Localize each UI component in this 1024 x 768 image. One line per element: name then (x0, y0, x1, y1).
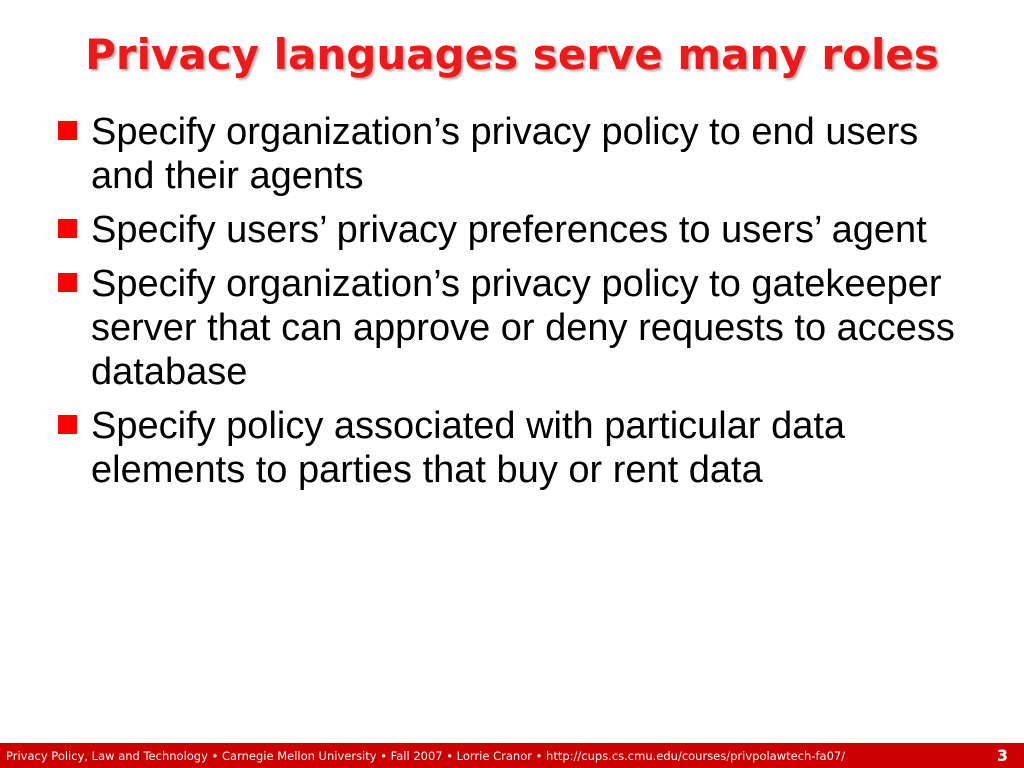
bullet-item (58, 404, 973, 492)
square-bullet-icon (58, 273, 77, 292)
bullet-item (58, 262, 973, 394)
bullet-text: Specify organization’s privacy policy to end users and their agents (91, 111, 919, 197)
bullet-item (58, 110, 973, 198)
square-bullet-icon (58, 219, 77, 238)
bullet-text: Specify organization’s privacy policy to gatekeeper server that can approve or deny requests to access database (91, 263, 955, 393)
footer-bar (0, 743, 1024, 768)
square-bullet-icon (58, 121, 77, 140)
bullet-item (58, 208, 973, 252)
square-bullet-icon (58, 415, 77, 434)
footer-text: Privacy Policy, Law and Technology • Carnegie Mellon University • Fall 2007 • Lorrie Cranor • http://cups.cs.cmu.edu/courses/privpolawtech-fa07/ (6, 748, 846, 763)
bullet-list (58, 110, 973, 502)
bullet-text: Specify users’ privacy preferences to users’ agent (91, 209, 927, 251)
slide-title: Privacy languages serve many roles (85, 30, 939, 79)
page-number: 3 (996, 746, 1008, 765)
bullet-text: Specify policy associated with particular data elements to parties that buy or rent data (91, 405, 846, 491)
